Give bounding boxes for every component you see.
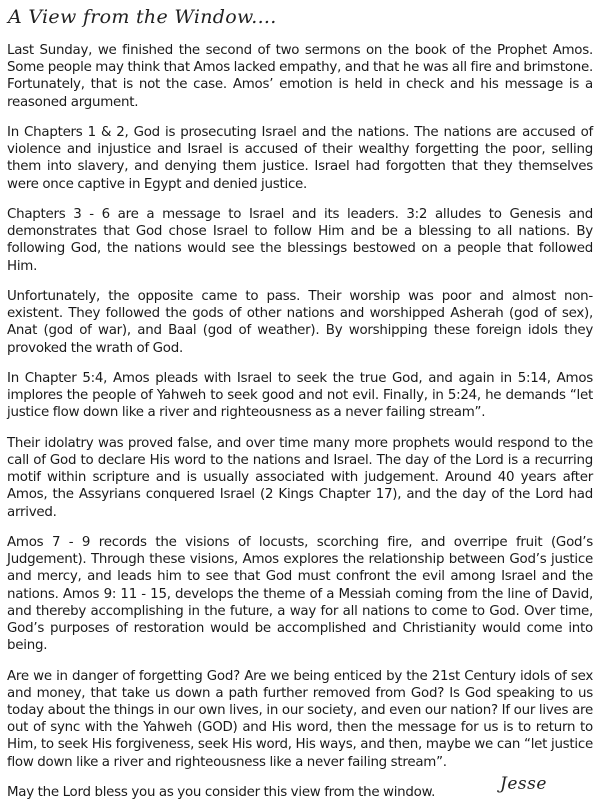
paragraph: Amos 7 - 9 records the visions of locusts, scorching fire, and overripe fruit (God’s Judgement). Through these visions, Amos explores the relationship between God’s justice and mercy, and leads him to see that God must confront the evil among Israel and the nations. Amos 9: 11 - 15, develops the theme of a Messiah coming from the line of David, and thereby accomplishing in the future, a way for all nations to come to God. Over time, God’s purposes of restoration would be accomplished and Christianity would come into being. bbox=[7, 535, 593, 654]
page-title: A View from the Window.... bbox=[8, 6, 277, 28]
author-signature: Jesse bbox=[500, 774, 547, 795]
article-body bbox=[7, 42, 593, 801]
paragraph: Chapters 3 - 6 are a message to Israel and its leaders. 3:2 alludes to Genesis and demonstrates that God chose Israel to follow Him and be a blessing to all nations. By following God, the nations would see the blessings bestowed on a people that followed Him. bbox=[7, 207, 593, 274]
paragraph: Unfortunately, the opposite came to pass. Their worship was poor and almost non-existent. They followed the gods of other nations and worshipped Asherah (god of sex), Anat (god of war), and Baal (god of weather). By worshipping these foreign idols they provoked the wrath of God. bbox=[7, 289, 593, 356]
closing-blessing: May the Lord bless you as you consider this view from the window. bbox=[7, 785, 436, 801]
paragraph: Last Sunday, we finished the second of two sermons on the book of the Prophet Amos. Some people may think that Amos lacked empathy, and that he was all fire and brimstone. Fortunately, that is not the case. Amos’ emotion is held in check and his message is a reasoned argument. bbox=[7, 43, 593, 110]
paragraph: Are we in danger of forgetting God? Are we being enticed by the 21st Century idols of sex and money, that take us down a path further removed from God? Is God speaking to us today about the things in our own lives, in our society, and even our nation? If our lives are out of sync with the Yahweh (GOD) and His word, then the message for us is to return to Him, to seek His forgiveness, seek His word, His ways, and then, maybe we can “let justice flow down like a river and righteousness like a never failing stream”. bbox=[7, 668, 593, 770]
paragraph: Their idolatry was proved false, and over time many more prophets would respond to the call of God to declare His word to the nations and Israel. The day of the Lord is a recurring motif within scripture and is usually associated with judgement. Around 40 years after Amos, the Assyrians conquered Israel (2 Kings Chapter 17), and the day of the Lord had arrived. bbox=[7, 435, 593, 520]
closing-row bbox=[7, 774, 593, 801]
paragraph: In Chapter 5:4, Amos pleads with Israel to seek the true God, and again in 5:14, Amos implores the people of Yahweh to seek good and not evil. Finally, in 5:24, he demands “let justice flow down like a river and righteousness as a never failing stream”. bbox=[7, 371, 593, 421]
paragraph: In Chapters 1 & 2, God is prosecuting Israel and the nations. The nations are accused of violence and injustice and Israel is accused of their wealthy forgetting the poor, selling them into slavery, and denying them justice. Israel had forgotten that they themselves were once captive in Egypt and denied justice. bbox=[7, 125, 593, 192]
